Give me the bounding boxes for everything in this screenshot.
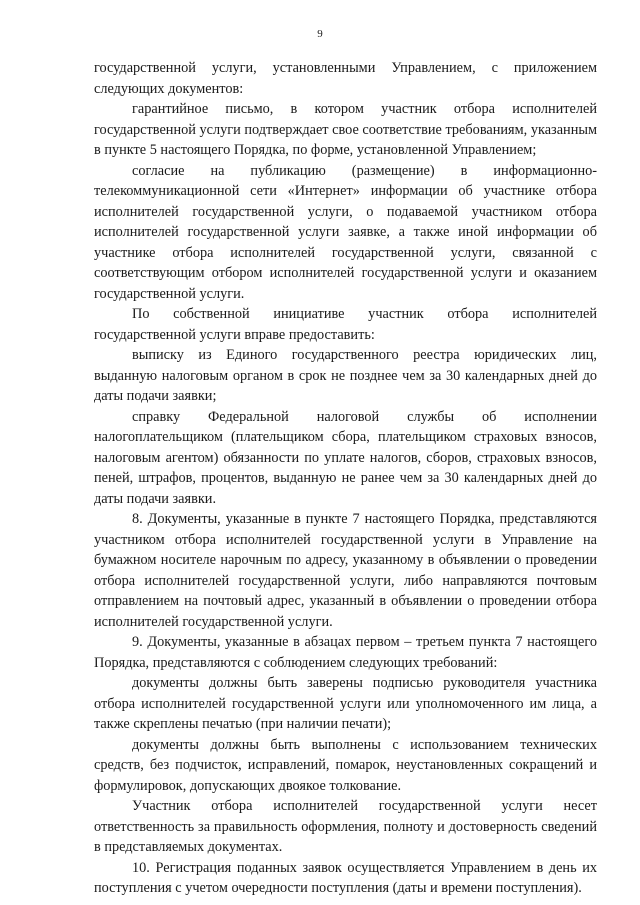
paragraph-signature-requirement: документы должны быть заверены подписью руководителя участника отбора исполнителей государственной услуги или уполномоченного им лица, а также скреплены печатью (при наличии печати);: [94, 675, 597, 732]
paragraph-register-extract: выписку из Единого государственного реестра юридических лиц, выданную налоговым органом в срок не позднее чем за 30 календарных дней до даты подачи заявки;: [94, 347, 597, 404]
page-number: 9: [317, 28, 323, 40]
paragraph-tax-certificate: справку Федеральной налоговой службы об исполнении налогоплательщиком (плательщиком сбора, плательщиком страховых взносов, налоговым агентом) обязанности по уплате налогов, сборов, страховых взносов, пеней, штрафов, процентов, выданную не ранее чем за 30 календарных дней до даты подачи заявки.: [94, 408, 597, 507]
document-body: [94, 58, 597, 899]
paragraph-technical-requirement: документы должны быть выполнены с использованием технических средств, без подчисток, исправлений, помарок, неустановленных сокращений и формулировок, допускающих двоякое толкование.: [94, 736, 597, 794]
paragraph-guarantee-letter: гарантийное письмо, в котором участник отбора исполнителей государственной услуги подтверждает свое соответствие требованиям, указанным в пункте 5 настоящего Порядка, по форме, установленной Управлением;: [94, 101, 597, 158]
paragraph-item-8: 8. Документы, указанные в пункте 7 настоящего Порядка, представляются участником отбора исполнителей государственной услуги в Управление на бумажном носителе нарочным по адресу, указанному в объявлении о проведении отбора исполнителей государственной услуги, либо направляются почтовым отправлением на почтовый адрес, указанный в объявлении о проведении отбора исполнителей государственной услуги.: [94, 511, 597, 630]
paragraph-publication-consent: согласие на публикацию (размещение) в информационно-телекоммуникационной сети «Интернет» информации об участнике отбора исполнителей государственной услуги, о подаваемой участником отбора исполнителей государственной услуги заявке, а также иной информации об участнике отбора исполнителей государственной услуги, связанной с соответствующим отбором исполнителей государственной услуги и оказанием государственной услуги.: [94, 162, 597, 302]
paragraph-responsibility: Участник отбора исполнителей государственной услуги несет ответственность за правильность оформления, полноту и достоверность сведений в представляемых документах.: [94, 798, 597, 855]
paragraph-item-9: 9. Документы, указанные в абзацах первом – третьем пункта 7 настоящего Порядка, представляются с соблюдением следующих требований:: [94, 634, 597, 671]
paragraph-own-initiative: По собственной инициативе участник отбора исполнителей государственной услуги вправе предоставить:: [94, 306, 597, 343]
paragraph-continuation: государственной услуги, установленными Управлением, с приложением следующих документов:: [94, 60, 597, 97]
paragraph-item-10: 10. Регистрация поданных заявок осуществляется Управлением в день их поступления с учетом очередности поступления (даты и времени поступления).: [94, 859, 597, 896]
